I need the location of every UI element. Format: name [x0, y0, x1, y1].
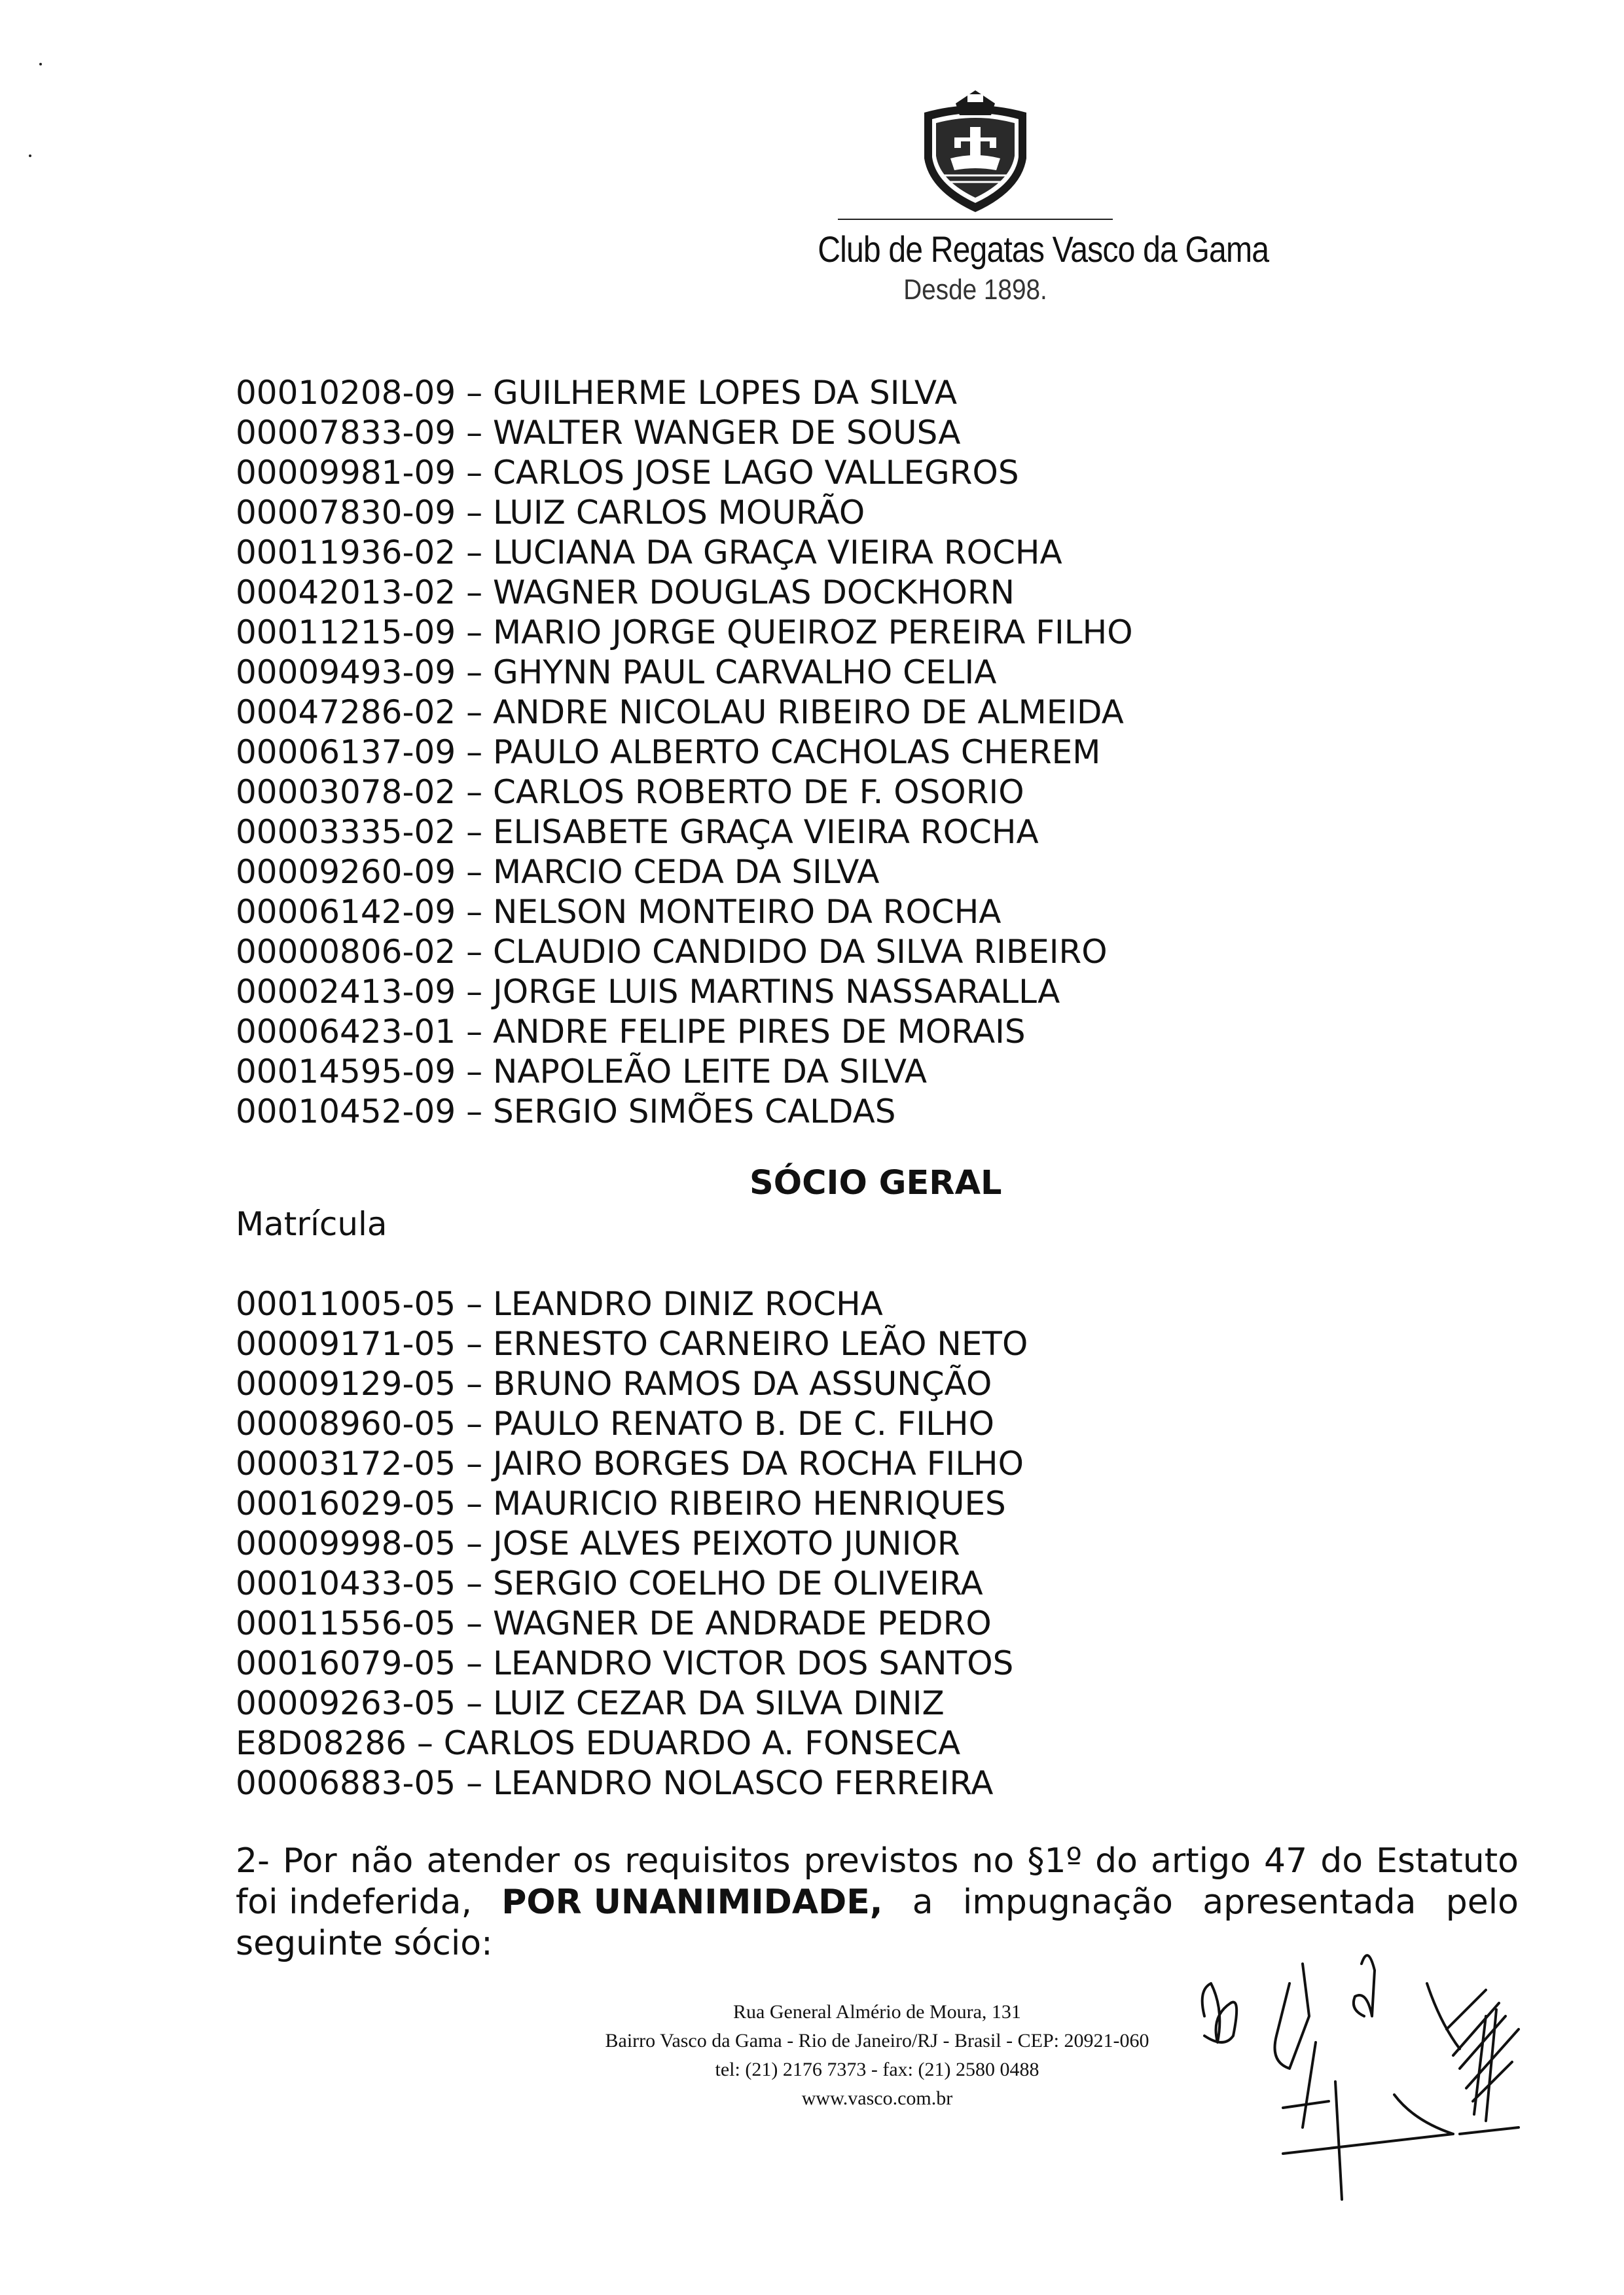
- member-row: [236, 453, 1133, 493]
- member-separator: –: [406, 1724, 444, 1762]
- paragraph-text: foi indeferida,: [236, 1883, 473, 1922]
- member-row: [236, 932, 1133, 972]
- footer-website: www.vasco.com.br: [801, 2087, 953, 2109]
- member-name: GHYNN PAUL CARVALHO CELIA: [492, 653, 997, 691]
- member-name: BRUNO RAMOS DA ASSUNÇÃO: [492, 1365, 992, 1403]
- member-separator: –: [456, 893, 493, 931]
- member-name: CARLOS ROBERTO DE F. OSORIO: [492, 773, 1024, 811]
- member-row: [236, 1012, 1133, 1052]
- paragraph-word: no: [971, 1841, 1015, 1881]
- letterhead: [792, 86, 1269, 308]
- paragraph-word: previstos: [803, 1841, 959, 1881]
- member-row: [236, 1724, 1028, 1763]
- footer-phone: tel: (21) 2176 7373 - fax: (21) 2580 0488: [715, 2059, 1039, 2080]
- member-row: [236, 1284, 1028, 1324]
- member-name: GUILHERME LOPES DA SILVA: [492, 374, 958, 412]
- scan-speck: [29, 154, 31, 157]
- member-row: [236, 772, 1133, 812]
- member-row: [236, 1052, 1133, 1092]
- member-code: 00014595-09: [236, 1053, 456, 1091]
- member-row: [236, 1644, 1028, 1684]
- member-separator: –: [456, 374, 493, 412]
- member-row: [236, 1444, 1028, 1484]
- footer-address: Rua General Almério de Moura, 131: [733, 2001, 1021, 2023]
- member-name: ANDRE FELIPE PIRES DE MORAIS: [492, 1013, 1026, 1051]
- member-name: PAULO ALBERTO CACHOLAS CHEREM: [492, 733, 1101, 771]
- member-name: MARIO JORGE QUEIROZ PEREIRA FILHO: [492, 613, 1133, 651]
- member-code: 00016079-05: [236, 1644, 456, 1682]
- member-separator: –: [456, 1053, 493, 1091]
- member-name: WAGNER DE ANDRADE PEDRO: [492, 1604, 992, 1642]
- member-separator: –: [456, 773, 493, 811]
- member-name: ERNESTO CARNEIRO LEÃO NETO: [492, 1325, 1028, 1363]
- member-separator: –: [456, 414, 493, 452]
- member-code: 00011936-02: [236, 533, 456, 571]
- member-name: WAGNER DOUGLAS DOCKHORN: [492, 573, 1015, 611]
- member-name: JAIRO BORGES DA ROCHA FILHO: [492, 1445, 1024, 1483]
- member-code: 00003335-02: [236, 813, 456, 851]
- member-row: [236, 1564, 1028, 1604]
- member-separator: –: [456, 1013, 493, 1051]
- paragraph-word: artigo: [1151, 1841, 1251, 1881]
- member-row: [236, 373, 1133, 413]
- member-separator: –: [456, 1445, 493, 1483]
- paragraph-word: apresentada: [1202, 1883, 1416, 1922]
- handwritten-signatures: [1178, 1938, 1545, 2213]
- footer-district: Bairro Vasco da Gama - Rio de Janeiro/RJ - Brasil - CEP: 20921-060: [605, 2030, 1149, 2051]
- member-code: 00003172-05: [236, 1445, 456, 1483]
- member-name: MARCIO CEDA DA SILVA: [492, 853, 880, 891]
- member-row: [236, 1684, 1028, 1724]
- footer-address-block: [550, 1998, 1204, 2113]
- paragraph-word: do: [1320, 1841, 1363, 1881]
- paragraph-word: impugnação: [962, 1883, 1173, 1922]
- paragraph-word: 47: [1264, 1841, 1308, 1881]
- member-code: 00016029-05: [236, 1485, 456, 1523]
- member-separator: –: [456, 853, 493, 891]
- member-name: MAURICIO RIBEIRO HENRIQUES: [492, 1485, 1006, 1523]
- member-code: 00010433-05: [236, 1564, 456, 1602]
- member-separator: –: [456, 653, 493, 691]
- member-name: ELISABETE GRAÇA VIEIRA ROCHA: [492, 813, 1039, 851]
- signature-1: [1202, 1983, 1236, 2042]
- member-separator: –: [456, 733, 493, 771]
- member-separator: –: [456, 973, 493, 1011]
- member-code: 00006423-01: [236, 1013, 456, 1051]
- member-separator: –: [456, 1764, 493, 1802]
- member-code: 00009998-05: [236, 1525, 456, 1563]
- member-code: 00010452-09: [236, 1093, 456, 1130]
- member-name: CARLOS JOSE LAGO VALLEGROS: [492, 454, 1019, 492]
- member-list-top: [236, 373, 1133, 1132]
- member-code: 00002413-09: [236, 973, 456, 1011]
- member-code: 00007830-09: [236, 494, 456, 532]
- member-name: JOSE ALVES PEIXOTO JUNIOR: [492, 1525, 960, 1563]
- member-row: [236, 1524, 1028, 1564]
- member-separator: –: [456, 1684, 493, 1722]
- member-name: LEANDRO VICTOR DOS SANTOS: [492, 1644, 1014, 1682]
- member-code: 00009129-05: [236, 1365, 456, 1403]
- member-row: [236, 892, 1133, 932]
- member-code: 00008960-05: [236, 1405, 456, 1443]
- member-separator: –: [456, 1093, 493, 1130]
- member-name: LUCIANA DA GRAÇA VIEIRA ROCHA: [492, 533, 1062, 571]
- member-code: 00006142-09: [236, 893, 456, 931]
- member-separator: –: [456, 613, 493, 651]
- member-code: 00047286-02: [236, 693, 456, 731]
- member-name: LEANDRO NOLASCO FERREIRA: [492, 1764, 994, 1802]
- member-name: WALTER WANGER DE SOUSA: [492, 414, 961, 452]
- paragraph-word: os: [573, 1841, 612, 1881]
- paragraph-word: Por: [282, 1841, 337, 1881]
- member-separator: –: [456, 573, 493, 611]
- member-separator: –: [456, 933, 493, 971]
- member-code: 00042013-02: [236, 573, 456, 611]
- member-code: 00009171-05: [236, 1325, 456, 1363]
- member-name: NAPOLEÃO LEITE DA SILVA: [492, 1053, 928, 1091]
- member-code: 00003078-02: [236, 773, 456, 811]
- member-row: [236, 493, 1133, 533]
- member-code: 00009260-09: [236, 853, 456, 891]
- member-separator: –: [456, 813, 493, 851]
- signature-2: [1275, 1964, 1329, 2127]
- member-row: [236, 1324, 1028, 1364]
- member-separator: –: [456, 1485, 493, 1523]
- member-row: [236, 972, 1133, 1012]
- member-code: 00006883-05: [236, 1764, 456, 1802]
- member-code: 00007833-09: [236, 414, 456, 452]
- member-code: E8D08286: [236, 1724, 406, 1762]
- paragraph-word: a: [912, 1883, 933, 1922]
- member-code: 00009981-09: [236, 454, 456, 492]
- member-name: CARLOS EDUARDO A. FONSECA: [443, 1724, 961, 1762]
- member-separator: –: [456, 693, 493, 731]
- member-name: JORGE LUIS MARTINS NASSARALLA: [492, 973, 1060, 1011]
- member-separator: –: [456, 494, 493, 532]
- member-separator: –: [456, 1365, 493, 1403]
- paragraph-word: atender: [426, 1841, 560, 1881]
- member-row: [236, 533, 1133, 573]
- paragraph-emphasis: POR UNANIMIDADE,: [501, 1883, 883, 1922]
- member-code: 00010208-09: [236, 374, 456, 412]
- paragraph-word: requisitos: [624, 1841, 791, 1881]
- member-row: [236, 1604, 1028, 1644]
- member-separator: –: [456, 1564, 493, 1602]
- member-name: NELSON MONTEIRO DA ROCHA: [492, 893, 1001, 931]
- member-separator: –: [456, 1285, 493, 1323]
- paragraph-word: Estatuto: [1376, 1841, 1519, 1881]
- member-row: [236, 1404, 1028, 1444]
- member-row: [236, 613, 1133, 653]
- member-row: [236, 1484, 1028, 1524]
- member-code: 00006137-09: [236, 733, 456, 771]
- paragraph-line-1: [236, 1841, 1519, 1882]
- member-name: CLAUDIO CANDIDO DA SILVA RIBEIRO: [492, 933, 1108, 971]
- member-code: 00009493-09: [236, 653, 456, 691]
- member-separator: –: [456, 1405, 493, 1443]
- member-row: [236, 812, 1133, 852]
- member-code: 00000806-02: [236, 933, 456, 971]
- club-name: Club de Regatas Vasco da Gama: [818, 228, 1269, 270]
- member-list-bottom: [236, 1284, 1028, 1803]
- member-name: LUIZ CARLOS MOURÃO: [492, 494, 865, 532]
- member-row: [236, 693, 1133, 732]
- member-separator: –: [456, 1644, 493, 1682]
- club-crest-icon: [910, 86, 1041, 217]
- club-since: Desde 1898.: [903, 274, 1047, 306]
- member-row: [236, 1092, 1133, 1132]
- paragraph-line-3: seguinte sócio:: [236, 1924, 493, 1963]
- member-name: SERGIO COELHO DE OLIVEIRA: [492, 1564, 983, 1602]
- member-separator: –: [456, 1325, 493, 1363]
- member-row: [236, 413, 1133, 453]
- member-code: 00009263-05: [236, 1684, 456, 1722]
- paragraph-word: §1º: [1027, 1841, 1083, 1881]
- member-code: 00011215-09: [236, 613, 456, 651]
- paragraph-word: 2-: [236, 1841, 270, 1881]
- member-separator: –: [456, 533, 493, 571]
- member-separator: –: [456, 1604, 493, 1642]
- member-name: ANDRE NICOLAU RIBEIRO DE ALMEIDA: [492, 693, 1124, 731]
- paragraph-line-2: [236, 1882, 1519, 1923]
- letterhead-rule: [838, 219, 1113, 220]
- scan-speck: [39, 63, 42, 65]
- member-row: [236, 852, 1133, 892]
- member-name: SERGIO SIMÕES CALDAS: [492, 1093, 896, 1130]
- member-row: [236, 732, 1133, 772]
- signature-3: [1354, 1955, 1375, 2016]
- paragraph-word: pelo: [1445, 1883, 1519, 1922]
- paragraph-word: do: [1095, 1841, 1138, 1881]
- paragraph-word: não: [350, 1841, 414, 1881]
- member-separator: –: [456, 1525, 493, 1563]
- signature-4: [1394, 1983, 1519, 2134]
- signature-5: [1283, 2082, 1453, 2199]
- column-label: Matrícula: [236, 1205, 388, 1243]
- member-name: LUIZ CEZAR DA SILVA DINIZ: [492, 1684, 945, 1722]
- member-row: [236, 1364, 1028, 1404]
- member-row: [236, 573, 1133, 613]
- member-code: 00011556-05: [236, 1604, 456, 1642]
- member-row: [236, 653, 1133, 693]
- member-code: 00011005-05: [236, 1285, 456, 1323]
- member-separator: –: [456, 454, 493, 492]
- member-row: [236, 1763, 1028, 1803]
- section-heading: SÓCIO GERAL: [749, 1164, 1002, 1202]
- member-name: LEANDRO DINIZ ROCHA: [492, 1285, 883, 1323]
- member-name: PAULO RENATO B. DE C. FILHO: [492, 1405, 994, 1443]
